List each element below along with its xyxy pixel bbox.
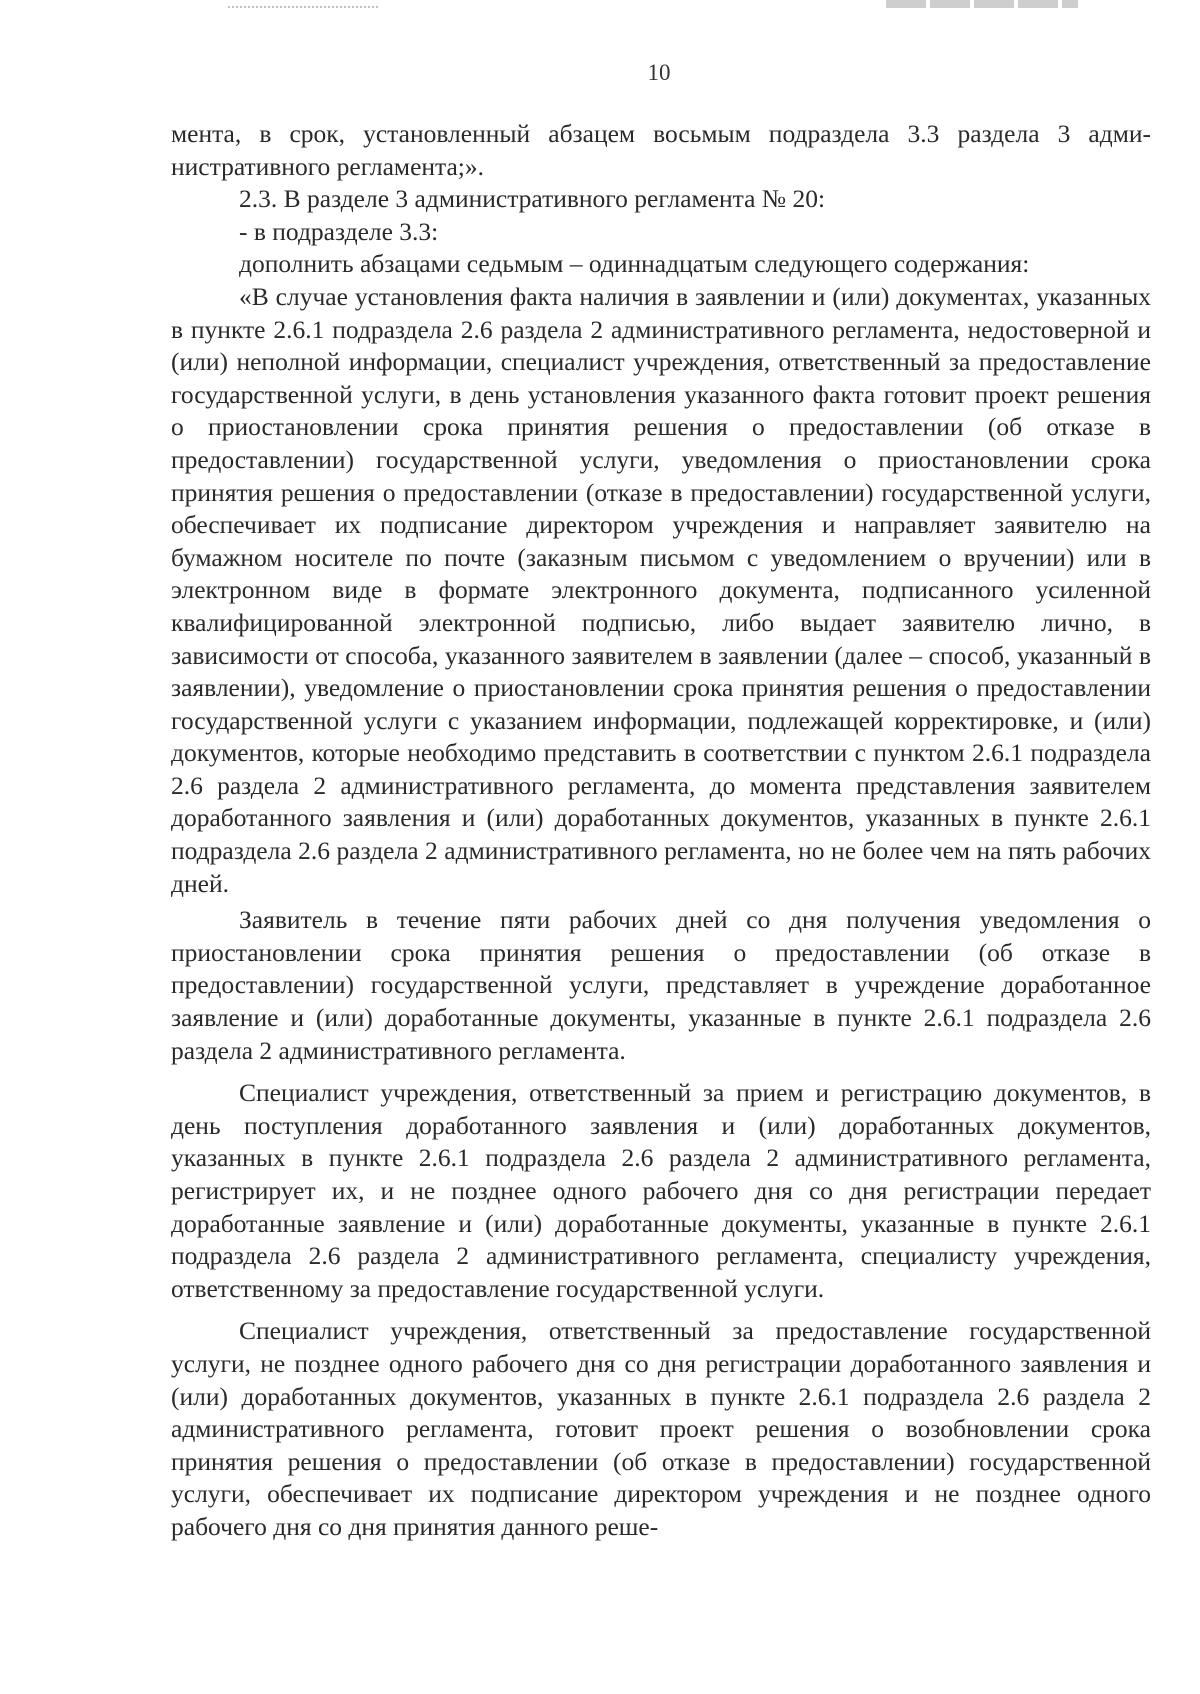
scan-artifact-left bbox=[228, 0, 378, 8]
paragraph-resumption: Специалист учреждения, ответственный за предоставление государственной услуги, не позднее одного рабочего дня со дня регистрации доработанного заявления и (или) доработанных документов, указанных в пункте 2.6.1 подраздела 2.6 раздела 2 административного регламента, готовит проект решения о возобновлении срока принятия решения о предоставлении (об отказе в предоставлении) государственной услуги, обеспечивает их подписание директором учреждения и не позднее одного рабочего дня со дня принятия данного реше- bbox=[171, 1316, 1151, 1541]
paragraph-subsection: - в подразделе 3.3: bbox=[239, 216, 439, 246]
paragraph-quote-start: «В случае установления факта наличия в заявлении и (или) документах, указанных в пункте 2.6.1 подраздела 2.6 раздела 2 административного регламента, недостоверной и (или) неполной информации, специалист учреждения, ответственный за предоставление государственной услуги, в день установления указанного факта готовит проект решения о приостановлении срока принятия решения о предоставлении (об отказе в предоставлении) государственной услуги, уведомления о приостановлении срока принятия решения о предоставлении (отказе в предоставлении) государственной услуги, обеспечивает их подписание директором учреждения и направляет заявителю на бумажном носителе по почте (заказным письмом с уведомлением о вручении) или в электронном виде в формате электронного документа, подписанного усиленной квалифицированной электронной подписью, либо выдает заявителю лично, в зависимости от способа, указанного заявителем в заявлении (далее – способ, указанный в заявлении), уведомление о приостановлении срока принятия решения о предоставлении государственной услуги с указанием информации, подлежащей корректировке, и (или) документов, которые необходимо представить в соответствии с пунктом 2.6.1 подраздела 2.6 раздела 2 административного регламента, до момента представления заявителем доработанного заявления и (или) доработанных документов, указанных в пункте 2.6.1 подраздела 2.6 раздела 2 административного регламента, но не более чем на пять рабочих дней. bbox=[171, 281, 1151, 898]
document-body bbox=[171, 118, 1151, 1544]
paragraph-applicant: Заявитель в течение пяти рабочих дней со дня получения уведомления о приостановлении срока принятия решения о предоставлении (об отказе в предоставлении) государственной услуги, представляет в учреждение доработанное заявление и (или) доработанные документы, указанные в пункте 2.6.1 подраздела 2.6 раздела 2 административного регламента. bbox=[171, 905, 1151, 1065]
page-number: 10 bbox=[647, 60, 671, 85]
paragraph-registration: Специалист учреждения, ответственный за прием и регистрацию документов, в день поступления доработанного заявления и (или) доработанных документов, указанных в пункте 2.6.1 подраздела 2.6 раздела 2 административного регламента, регистрирует их, и не позднее одного рабочего дня со дня регистрации передает доработанные заявление и (или) доработанные документы, указанные в пункте 2.6.1 подраздела 2.6 раздела 2 административного регламента, специалисту учреждения, ответственному за предоставление государственной услуги. bbox=[171, 1078, 1151, 1303]
paragraph-section-heading: 2.3. В разделе 3 административного регламента № 20: bbox=[239, 184, 826, 214]
scan-artifact-right bbox=[886, 0, 1078, 8]
paragraph-continuation: мента, в срок, установленный абзацем восьмым подраздела 3.3 раздела 3 административного регламента;». bbox=[171, 119, 1151, 181]
paragraph-instruction: дополнить абзацами седьмым – одиннадцатым следующего содержания: bbox=[239, 249, 1030, 279]
